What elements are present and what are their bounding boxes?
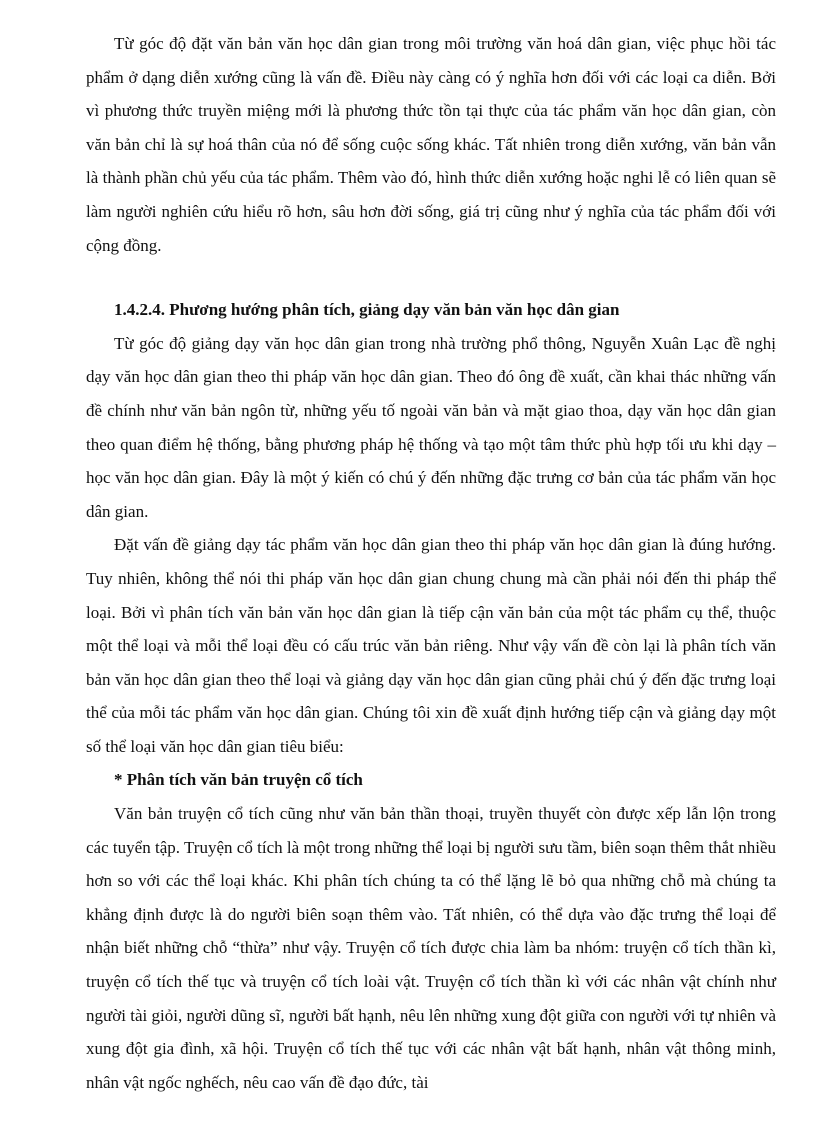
paragraph-2: Đặt vấn đề giảng dạy tác phẩm văn học dân gian theo thi pháp văn học dân gian là đúng hướng. Tuy nhiên, không thể nói thi pháp văn học dân gian chung chung mà cần phải nói đến thi pháp thể loại. Bởi vì phân tích văn bản văn học dân gian là tiếp cận văn bản của một tác phẩm cụ thể, thuộc một thể loại và mỗi thể loại đều có cấu trúc văn bản riêng. Như vậy vấn đề còn lại là phân tích văn bản văn học dân gian theo thể loại và giảng dạy văn học dân gian cũng phải chú ý đến đặc trưng loại thể của mỗi tác phẩm văn học dân gian. Chúng tôi xin đề xuất định hướng tiếp cận và giảng dạy một số thể loại văn học dân gian tiêu biểu: xyxy=(86,535,776,756)
paragraph-3: Văn bản truyện cổ tích cũng như văn bản thần thoại, truyền thuyết còn được xếp lẫn lộn trong các tuyển tập. Truyện cổ tích là một trong những thể loại bị người sưu tầm, biên soạn thêm thắt nhiều hơn so với các thể loại khác. Khi phân tích chúng ta có thể lặng lẽ bỏ qua những chỗ mà chúng ta khẳng định được là do người biên soạn thêm vào. Tất nhiên, có thể dựa vào đặc trưng thể loại để nhận biết những chỗ “thừa” như vậy. Truyện cổ tích được chia làm ba nhóm: truyện cổ tích thần kì, truyện cổ tích thế tục và truyện cổ tích loài vật. Truyện cổ tích thần kì với các nhân vật chính như người tài giỏi, người dũng sĩ, người bất hạnh, nêu lên những xung đột giữa con người với tự nhiên và xung đột gia đình, xã hội. Truyện cổ tích thế tục với các nhân vật bất hạnh, nhân vật thông minh, nhân vật ngốc nghếch, nêu cao vấn đề đạo đức, tài xyxy=(86,804,776,1092)
document-page xyxy=(86,27,776,1099)
section-heading: 1.4.2.4. Phương hướng phân tích, giảng dạy văn bản văn học dân gian xyxy=(114,300,620,320)
subsection-heading: * Phân tích văn bản truyện cổ tích xyxy=(114,770,363,790)
paragraph-intro: Từ góc độ đặt văn bản văn học dân gian trong môi trường văn hoá dân gian, việc phục hồi tác phẩm ở dạng diễn xướng cũng là vấn đề. Điều này càng có ý nghĩa hơn đối với các loại ca diễn. Bởi vì phương thức truyền miệng mới là phương thức tồn tại thực của tác phẩm văn học dân gian, còn văn bản chỉ là sự hoá thân của nó để sống cuộc sống khác. Tất nhiên trong diễn xướng, văn bản vẫn là thành phần chủ yếu của tác phẩm. Thêm vào đó, hình thức diễn xướng hoặc nghi lễ có liên quan sẽ làm người nghiên cứu hiểu rõ hơn, sâu hơn đời sống, giá trị cũng như ý nghĩa của tác phẩm đối với cộng đồng. xyxy=(86,34,776,255)
paragraph-1: Từ góc độ giảng dạy văn học dân gian trong nhà trường phổ thông, Nguyễn Xuân Lạc đề nghị dạy văn học dân gian theo thi pháp văn học dân gian. Theo đó ông đề xuất, cần khai thác những vấn đề chính như văn bản ngôn từ, những yếu tố ngoài văn bản và mặt giao thoa, dạy văn học dân gian theo quan điểm hệ thống, bằng phương pháp hệ thống và tạo một tâm thức phù hợp tối ưu khi dạy – học văn học dân gian. Đây là một ý kiến có chú ý đến những đặc trưng cơ bản của tác phẩm văn học dân gian. xyxy=(86,333,776,521)
